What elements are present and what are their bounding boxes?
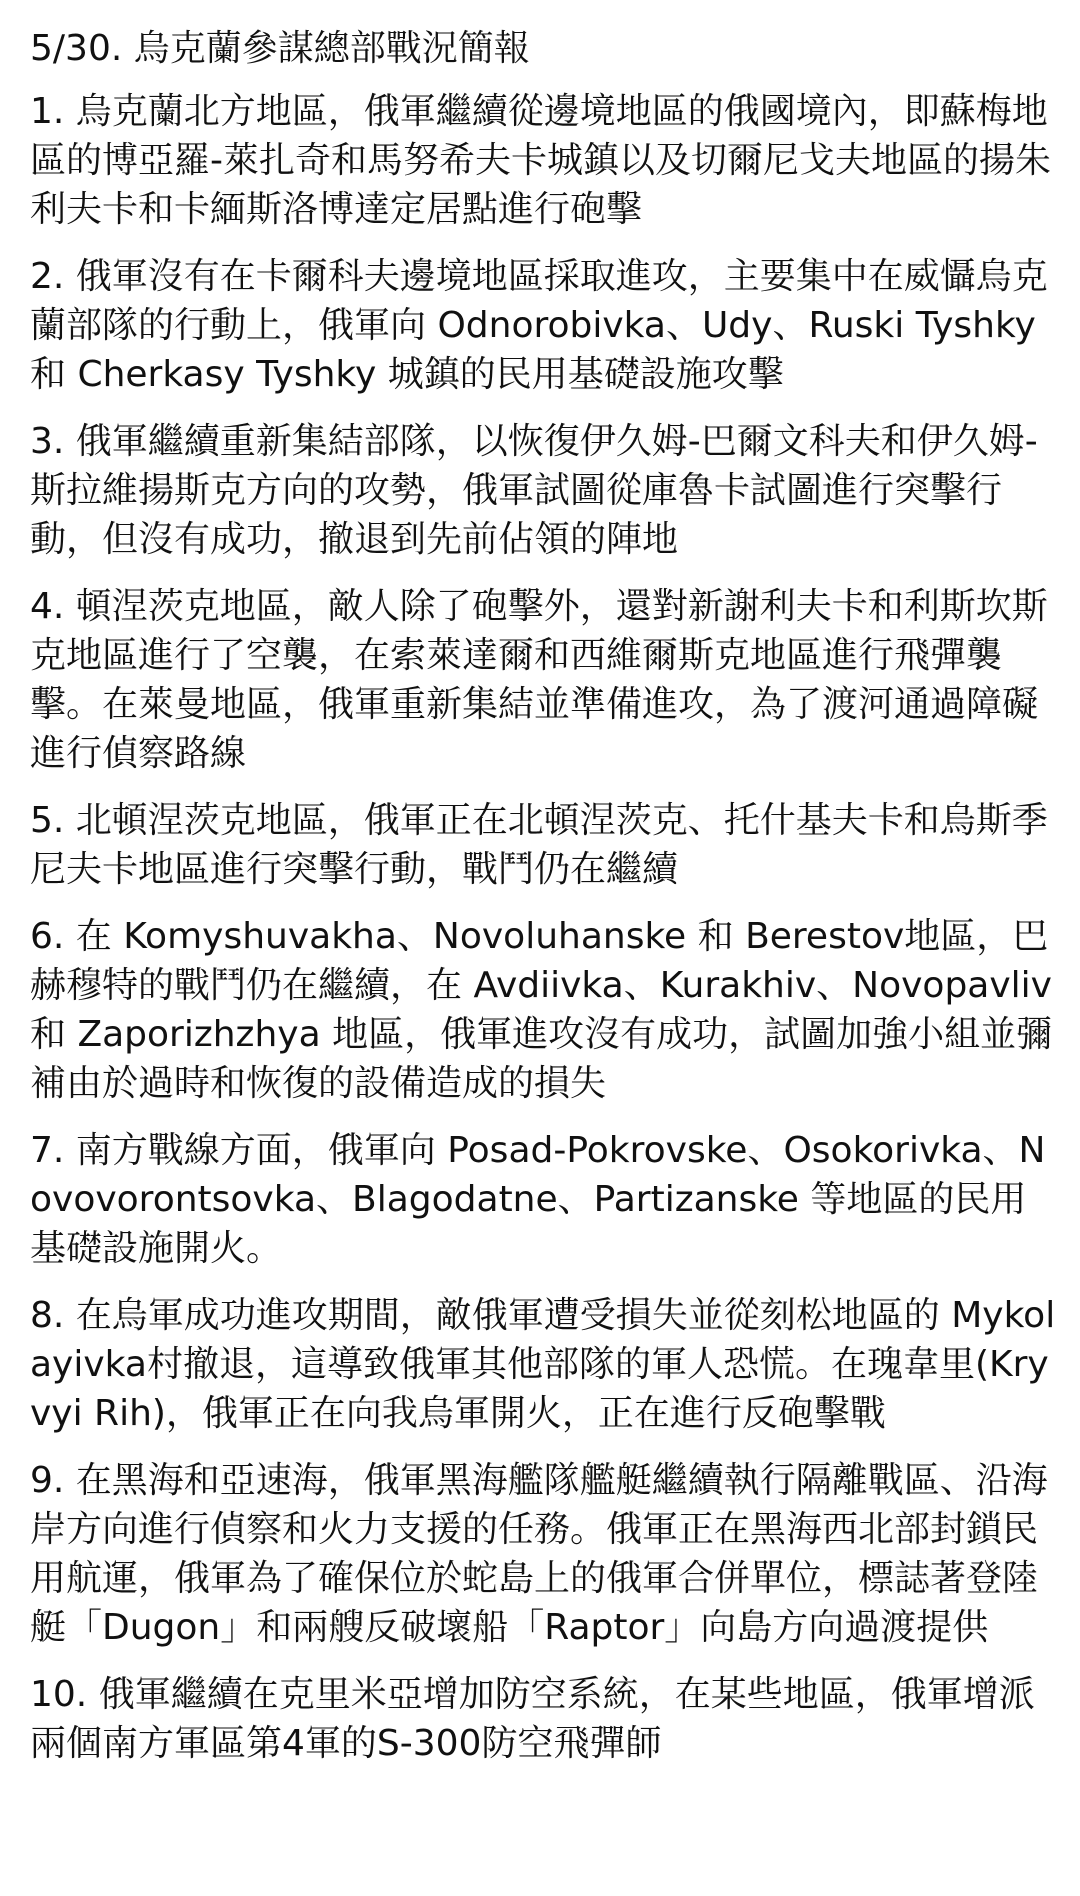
- report-item-10: 10. 俄軍繼續在克里米亞增加防空系統，在某些地區，俄軍增派兩個南方軍區第4軍的S-300防空飛彈師: [30, 1674, 1035, 1764]
- report-item-6: 6. 在 Komyshuvakha、Novoluhanske 和 Berestov地區，巴赫穆特的戰鬥仍在繼續，在 Avdiivka、Kurakhiv、Novopavliv 和 Zaporizhzhya 地區，俄軍進攻沒有成功，試圖加強小組並彌補由於過時和恢復的設備造成的損失: [30, 916, 1053, 1104]
- report-item-1: 1. 烏克蘭北方地區，俄軍繼續從邊境地區的俄國境內，即蘇梅地區的博亞羅-萊扎奇和馬努希夫卡城鎮以及切爾尼戈夫地區的揚朱利夫卡和卡緬斯洛博達定居點進行砲擊: [30, 91, 1051, 230]
- document-title: 5/30. 烏克蘭參謀總部戰況簡報: [30, 28, 530, 69]
- report-item-4: 4. 頓涅茨克地區，敵人除了砲擊外，還對新謝利夫卡和利斯坎斯克地區進行了空襲，在索萊達爾和西維爾斯克地區進行飛彈襲擊。在萊曼地區，俄軍重新集結並準備進攻，為了渡河通過障礙進行偵察路線: [30, 586, 1048, 774]
- report-item-7: 7. 南方戰線方面，俄軍向 Posad-Pokrovske、Osokorivka、Novovorontsovka、Blagodatne、Partizanske 等地區的民用基礎設施開火。: [30, 1130, 1046, 1269]
- report-item-5: 5. 北頓涅茨克地區，俄軍正在北頓涅茨克、托什基夫卡和烏斯季尼夫卡地區進行突擊行動，戰鬥仍在繼續: [30, 800, 1048, 890]
- report-item-9: 9. 在黑海和亞速海，俄軍黑海艦隊艦艇繼續執行隔離戰區、沿海岸方向進行偵察和火力支援的任務。俄軍正在黑海西北部封鎖民用航運，俄軍為了確保位於蛇島上的俄軍合併單位，標誌著登陸艇「Dugon」和兩艘反破壞船「Raptor」向島方向過渡提供: [30, 1460, 1048, 1648]
- report-item-2: 2. 俄軍沒有在卡爾科夫邊境地區採取進攻，主要集中在威懾烏克蘭部隊的行動上，俄軍向 Odnorobivka、Udy、Ruski Tyshky 和 Cherkasy Tyshky 城鎮的民用基礎設施攻擊: [30, 256, 1048, 395]
- report-item-8: 8. 在烏軍成功進攻期間，敵俄軍遭受損失並從刻松地區的 Mykolayivka村撤退，這導致俄軍其他部隊的軍人恐慌。在瑰韋里(Kryvyi Rih)，俄軍正在向我烏軍開火，正在進行反砲擊戰: [30, 1295, 1056, 1434]
- report-list: [30, 87, 1060, 1768]
- report-item-3: 3. 俄軍繼續重新集結部隊，以恢復伊久姆-巴爾文科夫和伊久姆-斯拉維揚斯克方向的攻勢，俄軍試圖從庫魯卡試圖進行突擊行動，但沒有成功，撤退到先前佔領的陣地: [30, 421, 1038, 560]
